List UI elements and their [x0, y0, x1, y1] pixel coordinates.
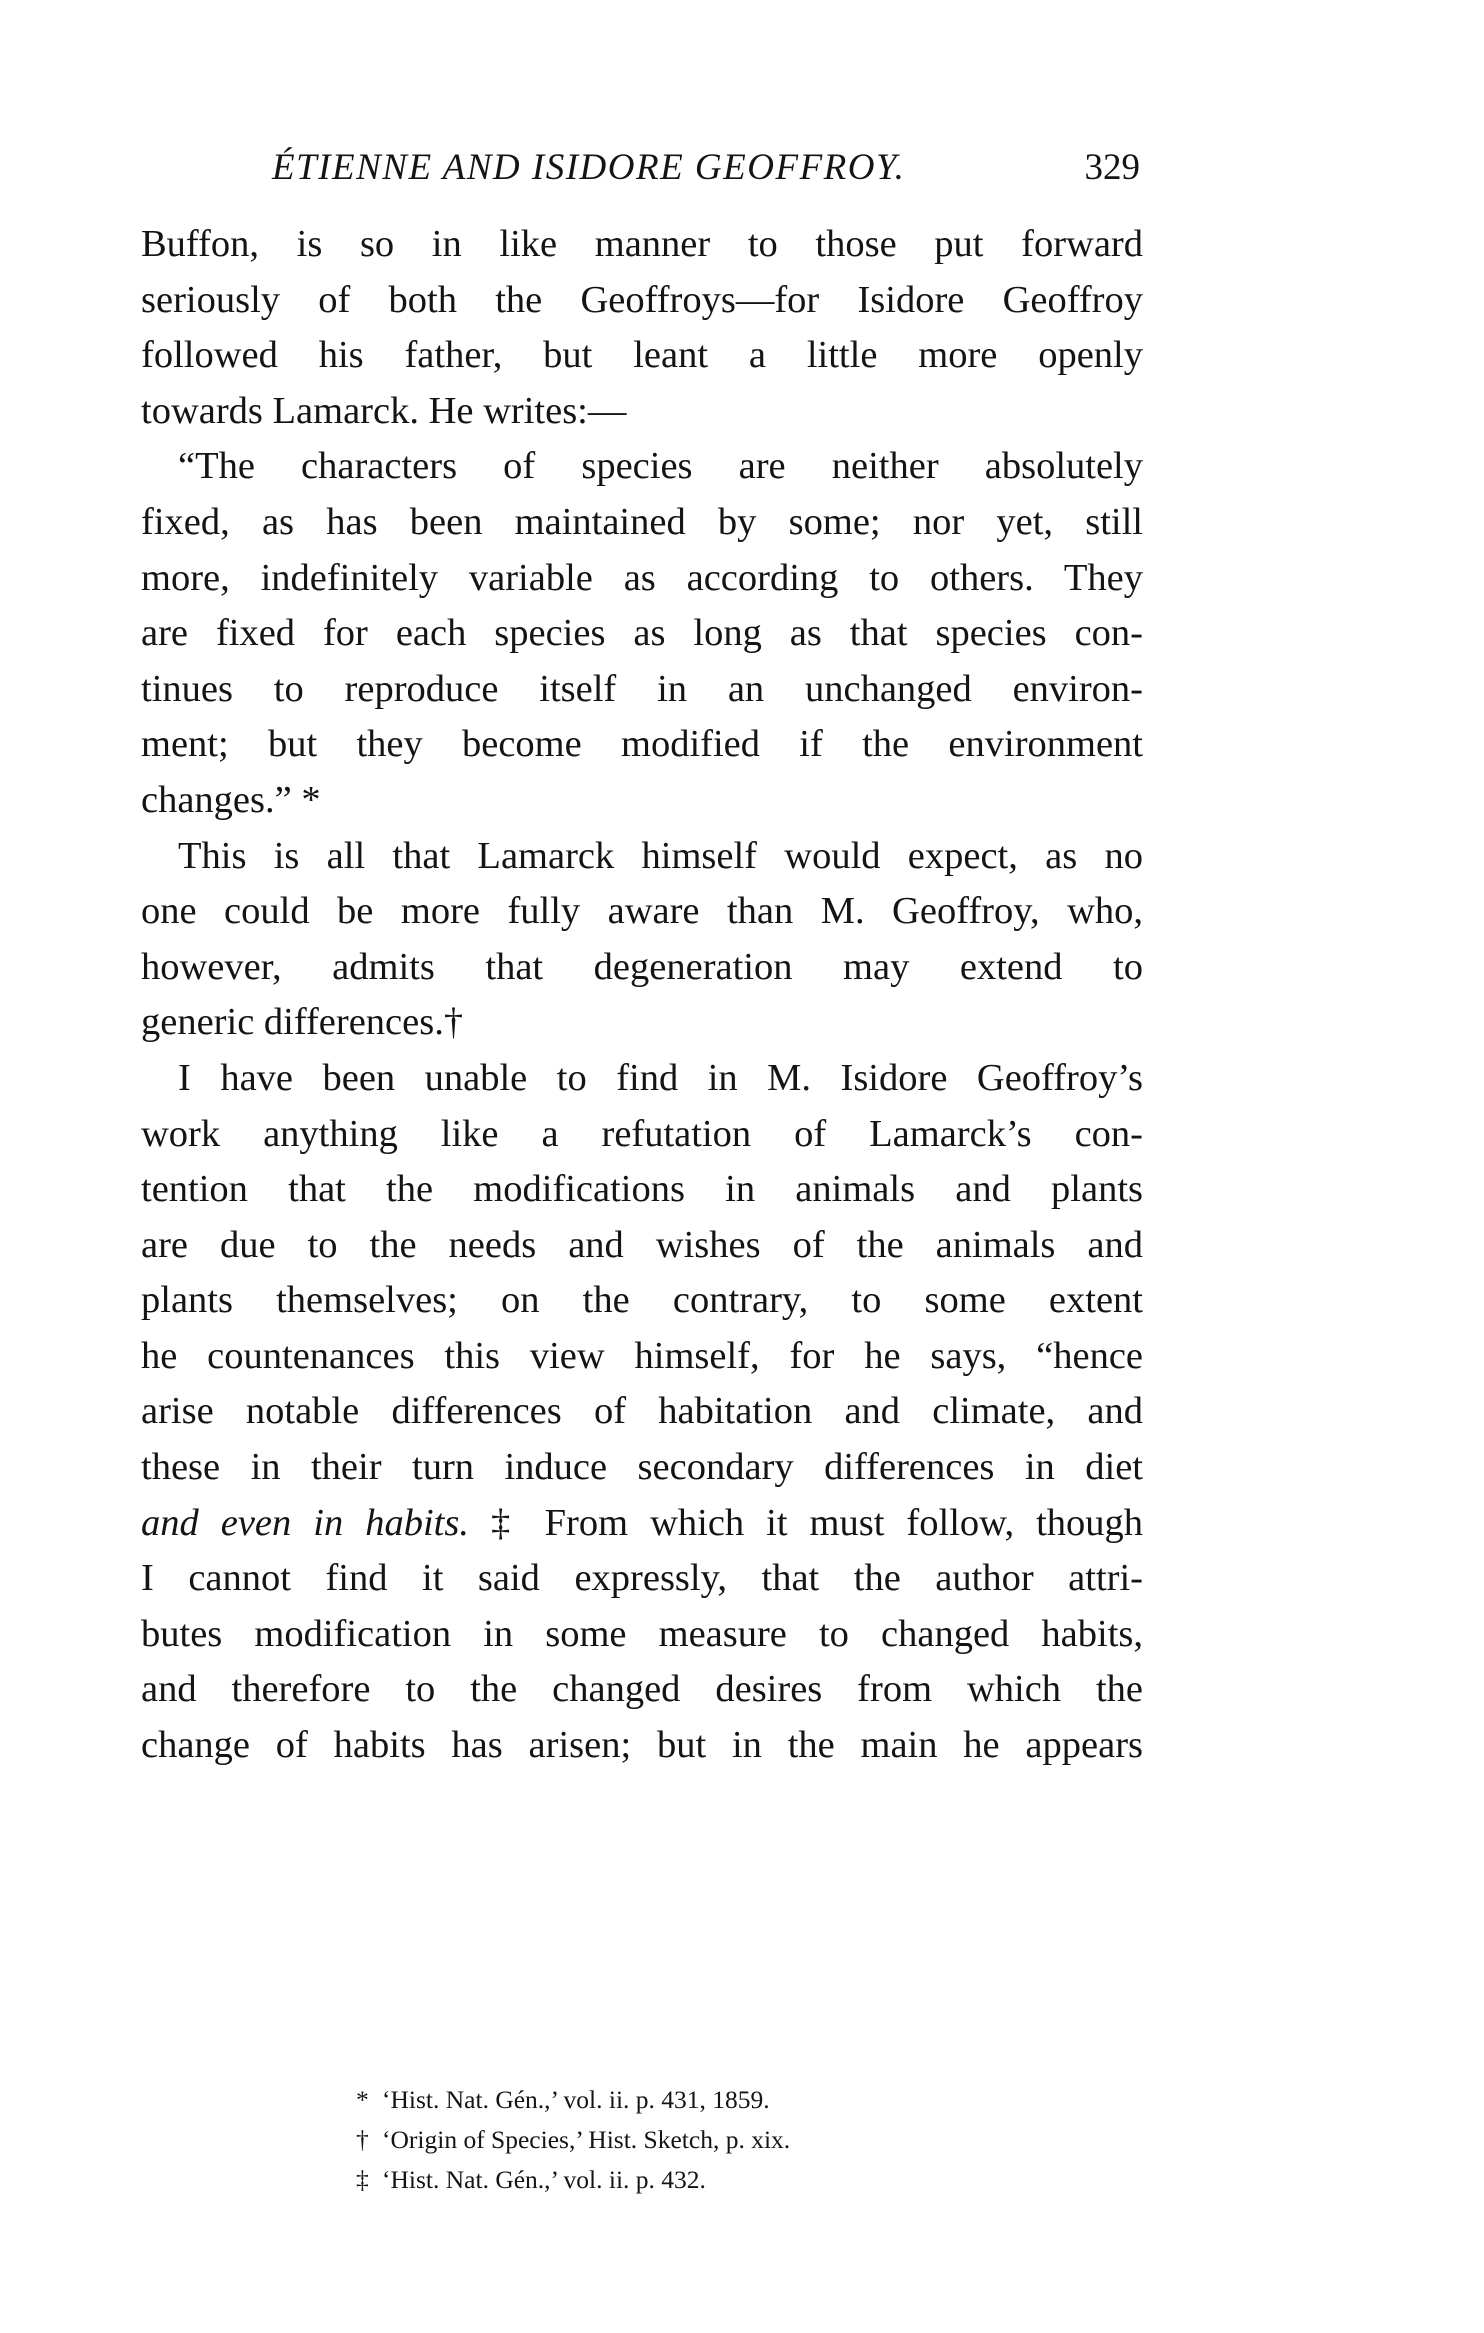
- line-text: changes.” *: [141, 778, 321, 821]
- line-text: butes modification in some measure to changed habits,: [141, 1612, 1143, 1655]
- line-text: “The characters of species are neither absolutely: [178, 445, 1143, 488]
- line-text: I have been unable to find in M. Isidore Geoffroy’s: [178, 1056, 1143, 1099]
- text-line: [141, 551, 1143, 607]
- footnote: [356, 2080, 790, 2120]
- line-text: are fixed for each species as long as that species con-: [141, 612, 1143, 655]
- text-line: [141, 995, 1143, 1051]
- line-text: Buffon, is so in like manner to those put forward: [141, 223, 1143, 265]
- text-line: [141, 1051, 1143, 1107]
- text-line: [141, 1551, 1143, 1607]
- text-line: [141, 1718, 1143, 1774]
- line-text: tinues to reproduce itself in an unchanged environ-: [141, 667, 1143, 710]
- text-line: [141, 1162, 1143, 1218]
- footnotes: [356, 2080, 790, 2200]
- line-text: change of habits has arisen; but in the main he appears: [141, 1724, 1143, 1767]
- line-text: these in their turn induce secondary differences in diet: [141, 1446, 1143, 1489]
- line-text: I cannot find it said expressly, that the author attri-: [141, 1557, 1143, 1600]
- text-line: [141, 606, 1143, 662]
- page-number: 329: [1084, 147, 1140, 188]
- running-title: ÉTIENNE AND ISIDORE GEOFFROY.: [272, 147, 906, 188]
- line-text: generic differences.†: [141, 1001, 464, 1044]
- line-text: seriously of both the Geoffroys—for Isidore Geoffroy: [141, 278, 1143, 321]
- text-line: [141, 217, 1143, 273]
- line-text: ‡ From which it must follow, though: [491, 1501, 1144, 1544]
- line-text: fixed, as has been maintained by some; nor yet, still: [141, 500, 1143, 543]
- line-text: more, indefinitely variable as according to others. They: [141, 556, 1143, 599]
- text-line: [141, 884, 1143, 940]
- text-line: [141, 1607, 1143, 1663]
- line-text: he countenances this view himself, for he says, “hence: [141, 1334, 1143, 1377]
- text-line: [141, 662, 1143, 718]
- line-text: tention that the modifications in animals and plants: [141, 1168, 1143, 1211]
- footnote-text: ‘Hist. Nat. Gén.,’ vol. ii. p. 432.: [382, 2165, 706, 2194]
- footnote-text: ‘Origin of Species,’ Hist. Sketch, p. xix.: [382, 2125, 791, 2154]
- text-line: [141, 495, 1143, 551]
- footnote-text: ‘Hist. Nat. Gén.,’ vol. ii. p. 431, 1859.: [382, 2085, 770, 2114]
- text-line: [141, 1496, 1143, 1552]
- line-text: work anything like a refutation of Lamarck’s con-: [141, 1112, 1143, 1155]
- footnote-mark: †: [356, 2125, 369, 2154]
- page-header: [272, 140, 1140, 196]
- text-line: [141, 439, 1143, 495]
- text-line: [141, 1107, 1143, 1163]
- body-text: [141, 217, 1143, 1774]
- text-line: [141, 1440, 1143, 1496]
- text-line: [141, 1662, 1143, 1718]
- text-line: [141, 1273, 1143, 1329]
- line-text: towards Lamarck. He writes:—: [141, 389, 627, 432]
- text-line: [141, 1384, 1143, 1440]
- text-line: [141, 384, 1143, 440]
- text-line: [141, 940, 1143, 996]
- line-text: arise notable differences of habitation and climate, and: [141, 1390, 1143, 1433]
- text-line: [141, 717, 1143, 773]
- line-text: however, admits that degeneration may extend to: [141, 945, 1143, 988]
- line-text: plants themselves; on the contrary, to some extent: [141, 1279, 1143, 1322]
- footnote-mark: *: [356, 2085, 369, 2114]
- italic-text: and even in habits.: [141, 1501, 469, 1544]
- footnote-mark: ‡: [356, 2165, 369, 2194]
- line-text: ment; but they become modified if the environment: [141, 723, 1143, 766]
- text-line: [141, 1329, 1143, 1385]
- line-text: one could be more fully aware than M. Geoffroy, who,: [141, 890, 1143, 933]
- line-text: and therefore to the changed desires from which the: [141, 1668, 1143, 1711]
- text-line: [141, 829, 1143, 885]
- text-line: [141, 328, 1143, 384]
- text-line: [141, 273, 1143, 329]
- line-text: are due to the needs and wishes of the animals and: [141, 1223, 1143, 1266]
- text-line: [141, 1218, 1143, 1274]
- line-text: This is all that Lamarck himself would expect, as no: [178, 834, 1143, 877]
- footnote: [356, 2120, 790, 2160]
- footnote: [356, 2160, 790, 2200]
- text-line: [141, 773, 1143, 829]
- line-text: followed his father, but leant a little more openly: [141, 334, 1143, 377]
